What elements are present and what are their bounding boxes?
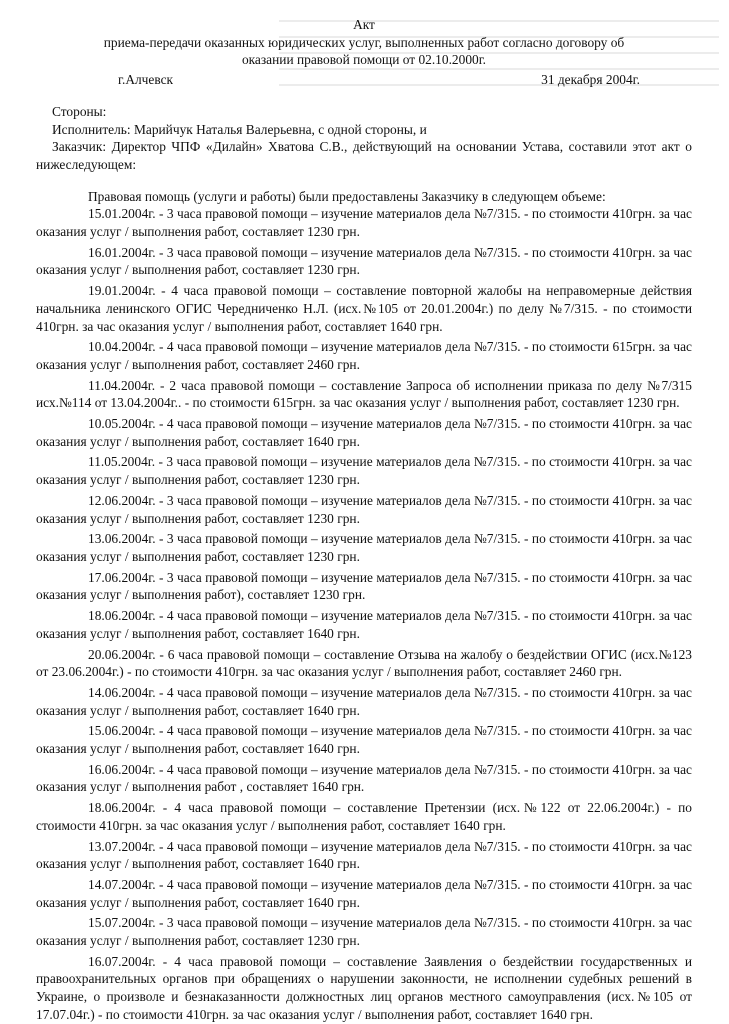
- document-subtitle: приема-передачи оказанных юридических услуг, выполненных работ согласно договору об оказании правовой помощи от 02.10.2000г.: [103, 34, 625, 68]
- spacer: [36, 174, 692, 188]
- parties-label: Стороны:: [52, 103, 107, 119]
- document-title: Акт: [353, 17, 375, 32]
- executor-line: Исполнитель: Марийчук Наталья Валерьевна, с одной стороны, и: [52, 121, 427, 137]
- entry-item: 11.04.2004г. - 2 часа правовой помощи – составление Запроса об исполнении приказа по делу №7/315 исх.№114 от 13.04.2004г.. - по стоимости 615грн. за час оказания услуг / выполнения работ, составляет 1230 грн.: [36, 377, 692, 411]
- entry-item: 16.07.2004г. - 4 часа правовой помощи – составление Заявления о бездействии государственных и правоохранительных органов при обращениях о нарушении законности, не исполнении судебных решений в Украине, о произволе и безнаказанности должностных лиц органов местного самоуправления (исх.№105 от 17.07.04г.) - по стоимости 410грн. за час оказания услуг / выполнения работ, составляет 1640 грн.: [36, 953, 692, 1022]
- entry-item: 14.07.2004г. - 4 часа правовой помощи – изучение материалов дела №7/315. - по стоимости 410грн. за час оказания услуг / выполнения работ, составляет 1640 грн.: [36, 876, 692, 910]
- entry-item: 10.05.2004г. - 4 часа правовой помощи – изучение материалов дела №7/315. - по стоимости 410грн. за час оказания услуг / выполнения работ, составляет 1640 грн.: [36, 416, 692, 449]
- entry-item: 16.01.2004г. - 3 часа правовой помощи – изучение материалов дела №7/315. - по стоимости 410грн. за час оказания услуг / выполнения работ, составляет 1230 грн.: [36, 244, 692, 278]
- intro-line: Правовая помощь (услуги и работы) были предоставлены Заказчику в следующем объеме:: [88, 188, 606, 204]
- entry-item: 18.06.2004г. - 4 часа правовой помощи – изучение материалов дела №7/315. - по стоимости 410грн. за час оказания услуг / выполнения работ, составляет 1640 грн.: [36, 608, 692, 641]
- entry-item: 12.06.2004г. - 3 часа правовой помощи – изучение материалов дела №7/315. - по стоимости 410грн. за час оказания услуг / выполнения работ, составляет 1230 грн.: [36, 492, 692, 526]
- entry-item: 13.07.2004г. - 4 часа правовой помощи – изучение материалов дела №7/315. - по стоимости 410грн. за час оказания услуг / выполнения работ, составляет 1640 грн.: [36, 838, 692, 872]
- entry-item: 10.04.2004г. - 4 часа правовой помощи – изучение материалов дела №7/315. - по стоимости 615грн. за час оказания услуг / выполнения работ, составляет 2460 грн.: [36, 339, 692, 372]
- city: г.Алчевск: [118, 72, 174, 88]
- entry-item: 16.06.2004г. - 4 часа правовой помощи – изучение материалов дела №7/315. - по стоимости 410грн. за час оказания услуг / выполнения работ , составляет 1640 грн.: [36, 761, 692, 795]
- entry-item: 15.07.2004г. - 3 часа правовой помощи – изучение материалов дела №7/315. - по стоимости 410грн. за час оказания услуг / выполнения работ, составляет 1230 грн.: [36, 915, 692, 949]
- entry-item: 15.06.2004г. - 4 часа правовой помощи – изучение материалов дела №7/315. - по стоимости 410грн. за час оказания услуг / выполнения работ, составляет 1640 грн.: [36, 723, 692, 757]
- document-date: 31 декабря 2004г.: [541, 72, 640, 88]
- customer-line: Заказчик: Директор ЧПФ «Дилайн» Хватова С.В., действующий на основании Устава, составили этот акт о нижеследующем:: [36, 139, 692, 172]
- entry-item: 19.01.2004г. - 4 часа правовой помощи – составление повторной жалобы на неправомерные действия начальника ленинского ОГИС Чередниченко Н.Л. (исх.№105 от 20.01.2004г.) по делу №7/315. - по стоимости 410грн. за час оказания услуг / выполнения работ, составляет 1640 грн.: [36, 283, 692, 334]
- entries-list: [36, 205, 692, 1023]
- entry-item: 11.05.2004г. - 3 часа правовой помощи – изучение материалов дела №7/315. - по стоимости 410грн. за час оказания услуг / выполнения работ, составляет 1230 грн.: [36, 454, 692, 488]
- entry-item: 13.06.2004г. - 3 часа правовой помощи – изучение материалов дела №7/315. - по стоимости 410грн. за час оказания услуг / выполнения работ, составляет 1230 грн.: [36, 531, 692, 564]
- entry-item: 18.06.2004г. - 4 часа правовой помощи – составление Претензии (исх.№122 от 22.06.2004г.) - по стоимости 410грн. за час оказания услуг / выполнения работ, составляет 1640 грн.: [36, 800, 692, 833]
- entry-item: 17.06.2004г. - 3 часа правовой помощи – изучение материалов дела №7/315. - по стоимости 410грн. за час оказания услуг / выполнения работ), составляет 1230 грн.: [36, 569, 692, 603]
- entry-item: 20.06.2004г. - 6 часа правовой помощи – составление Отзыва на жалобу о бездействии ОГИС (исх.№123 от 23.06.2004г.) - по стоимости 410грн. за час оказания услуг / выполнения работ, составляет 2460 грн.: [36, 646, 692, 680]
- entry-item: 14.06.2004г. - 4 часа правовой помощи – изучение материалов дела №7/315. - по стоимости 410грн. за час оказания услуг / выполнения работ, составляет 1640 грн.: [36, 684, 692, 718]
- entry-item: 15.01.2004г. - 3 часа правовой помощи – изучение материалов дела №7/315. - по стоимости 410грн. за час оказания услуг / выполнения работ, составляет 1230 грн.: [36, 206, 692, 240]
- place-date-line: [36, 71, 692, 89]
- spacer: [36, 89, 692, 103]
